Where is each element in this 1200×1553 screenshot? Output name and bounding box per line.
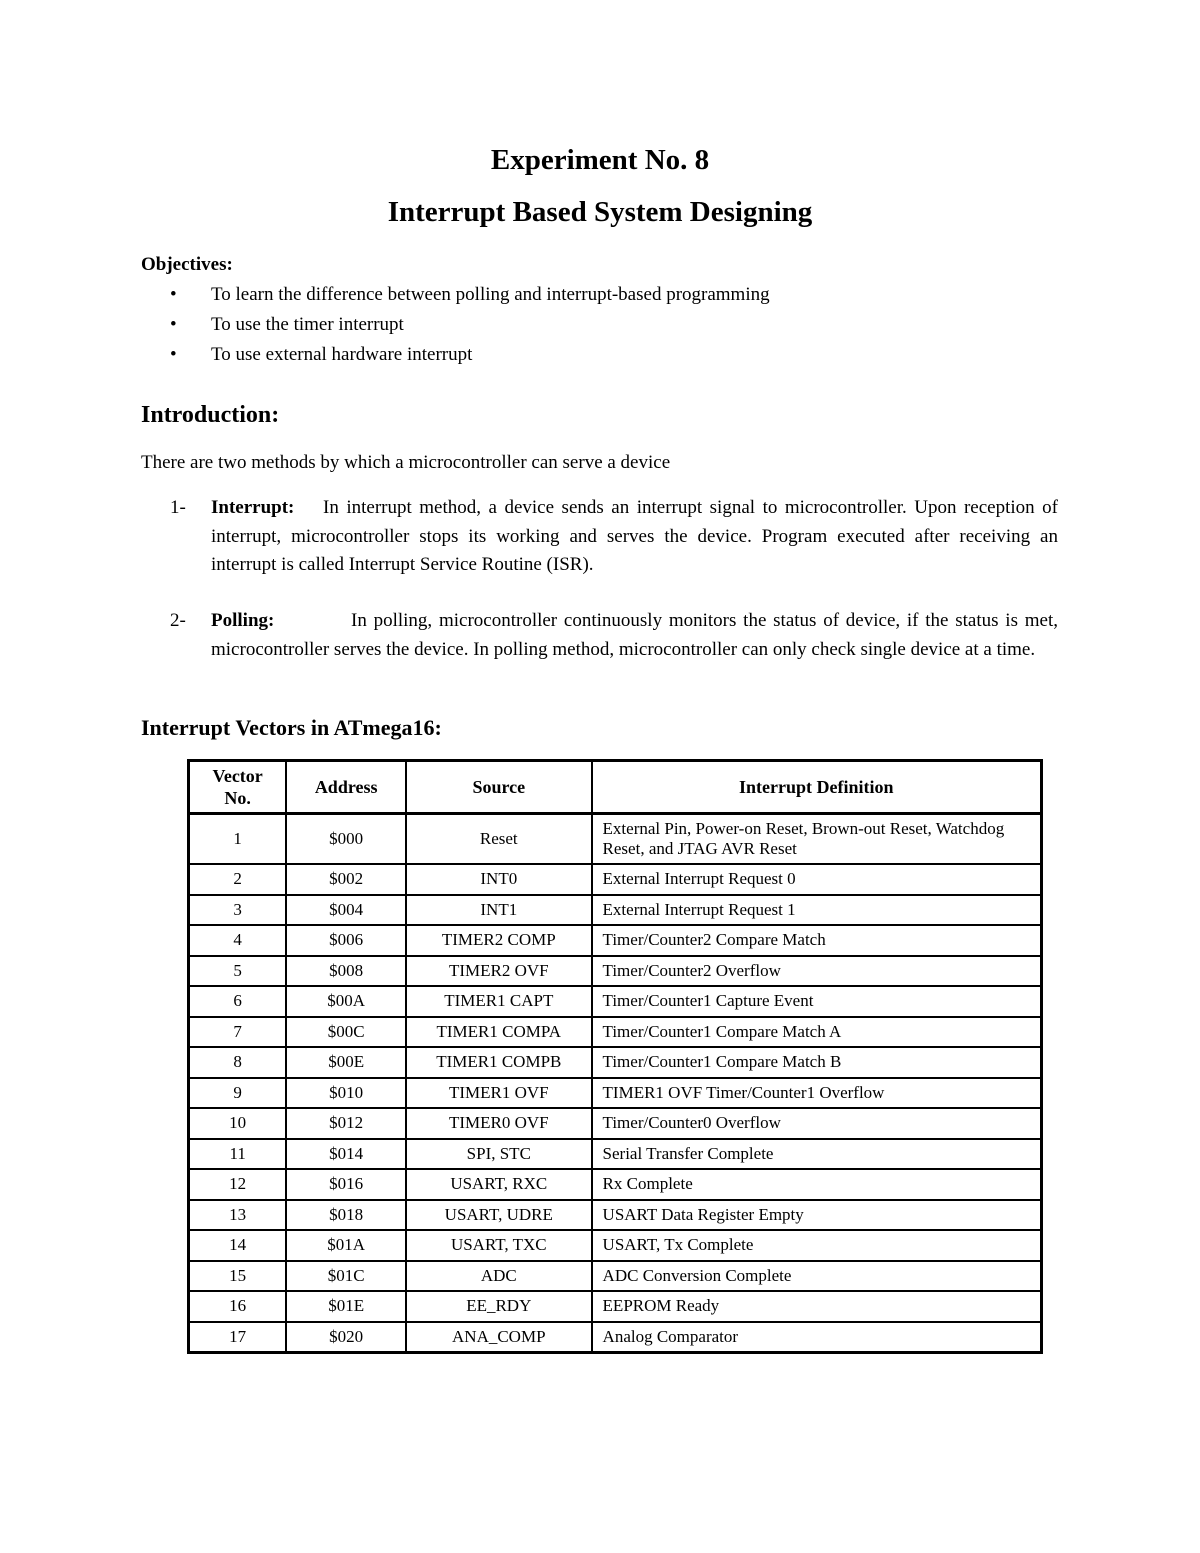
vector-number-cell: 12 — [189, 1169, 287, 1200]
column-header-address: Address — [286, 761, 406, 814]
bullet-icon: • — [170, 344, 177, 365]
table-row — [189, 1261, 1042, 1292]
source-cell: USART, RXC — [406, 1169, 592, 1200]
interrupt-vectors-table — [187, 759, 1043, 1354]
objective-text: To use external hardware interrupt — [211, 344, 473, 365]
vector-number-cell: 9 — [189, 1078, 287, 1109]
source-cell: EE_RDY — [406, 1291, 592, 1322]
definition-cell: External Pin, Power-on Reset, Brown-out Reset, Watchdog Reset, and JTAG AVR Reset — [592, 814, 1042, 865]
source-cell: INT0 — [406, 864, 592, 895]
objective-item — [0, 310, 770, 340]
vector-number-cell: 8 — [189, 1047, 287, 1078]
objective-item — [0, 280, 770, 310]
definition-cell: Serial Transfer Complete — [592, 1139, 1042, 1170]
address-cell: $006 — [286, 925, 406, 956]
definition-cell: USART Data Register Empty — [592, 1200, 1042, 1231]
source-cell: INT1 — [406, 895, 592, 926]
vector-number-cell: 10 — [189, 1108, 287, 1139]
definition-cell: External Interrupt Request 0 — [592, 864, 1042, 895]
source-cell: TIMER1 CAPT — [406, 986, 592, 1017]
address-cell: $010 — [286, 1078, 406, 1109]
address-cell: $01A — [286, 1230, 406, 1261]
source-cell: ADC — [406, 1261, 592, 1292]
address-cell: $002 — [286, 864, 406, 895]
source-cell: ANA_COMP — [406, 1322, 592, 1353]
definition-cell: Timer/Counter2 Compare Match — [592, 925, 1042, 956]
method-polling — [170, 607, 1058, 664]
introduction-heading: Introduction: — [141, 402, 280, 428]
vector-number-cell: 1 — [189, 814, 287, 865]
definition-cell: USART, Tx Complete — [592, 1230, 1042, 1261]
source-cell: TIMER0 OVF — [406, 1108, 592, 1139]
vector-number-cell: 5 — [189, 956, 287, 987]
vector-number-cell: 2 — [189, 864, 287, 895]
table-body — [189, 814, 1042, 1353]
table-row — [189, 1169, 1042, 1200]
table-row — [189, 1200, 1042, 1231]
vector-number-cell: 6 — [189, 986, 287, 1017]
column-header-source: Source — [406, 761, 592, 814]
address-cell: $016 — [286, 1169, 406, 1200]
vector-number-cell: 14 — [189, 1230, 287, 1261]
table-row — [189, 1078, 1042, 1109]
source-cell: SPI, STC — [406, 1139, 592, 1170]
source-cell: TIMER2 OVF — [406, 956, 592, 987]
address-cell: $01E — [286, 1291, 406, 1322]
table-row — [189, 986, 1042, 1017]
bullet-icon: • — [170, 314, 177, 335]
table-row — [189, 864, 1042, 895]
method-text: In interrupt method, a device sends an interrupt signal to microcontroller. Upon reception of interrupt, microcontroller stops its working and serves the device. Program executed after receiving an interrupt is called Interrupt Service Routine (ISR). — [211, 497, 1058, 575]
table-row — [189, 1108, 1042, 1139]
vector-number-cell: 13 — [189, 1200, 287, 1231]
table-row — [189, 1139, 1042, 1170]
method-body — [211, 607, 1058, 664]
method-term: Polling: — [211, 610, 275, 631]
table-row — [189, 956, 1042, 987]
objectives-label: Objectives: — [141, 254, 233, 275]
source-cell: TIMER1 OVF — [406, 1078, 592, 1109]
column-header-definition: Interrupt Definition — [592, 761, 1042, 814]
table-row — [189, 1017, 1042, 1048]
method-interrupt — [170, 494, 1058, 580]
source-cell: USART, UDRE — [406, 1200, 592, 1231]
vector-number-cell: 17 — [189, 1322, 287, 1353]
table-row — [189, 895, 1042, 926]
address-cell: $004 — [286, 895, 406, 926]
address-cell: $012 — [286, 1108, 406, 1139]
table-row — [189, 1322, 1042, 1353]
objective-text: To use the timer interrupt — [211, 314, 404, 335]
vector-number-cell: 15 — [189, 1261, 287, 1292]
vector-number-cell: 11 — [189, 1139, 287, 1170]
address-cell: $00C — [286, 1017, 406, 1048]
vector-number-cell: 16 — [189, 1291, 287, 1322]
address-cell: $018 — [286, 1200, 406, 1231]
method-text: In polling, microcontroller continuously monitors the status of device, if the status is met, microcontroller serves the device. In polling method, microcontroller can only check single device at a time. — [211, 610, 1058, 660]
definition-cell: EEPROM Ready — [592, 1291, 1042, 1322]
table-row — [189, 1230, 1042, 1261]
address-cell: $000 — [286, 814, 406, 865]
table-header-row — [189, 761, 1042, 814]
address-cell: $020 — [286, 1322, 406, 1353]
method-term: Interrupt: — [211, 497, 295, 518]
definition-cell: Timer/Counter1 Compare Match A — [592, 1017, 1042, 1048]
table-row — [189, 814, 1042, 865]
objective-item — [0, 340, 770, 370]
address-cell: $014 — [286, 1139, 406, 1170]
address-cell: $00E — [286, 1047, 406, 1078]
definition-cell: Timer/Counter2 Overflow — [592, 956, 1042, 987]
address-cell: $008 — [286, 956, 406, 987]
source-cell: TIMER2 COMP — [406, 925, 592, 956]
definition-cell: External Interrupt Request 1 — [592, 895, 1042, 926]
method-body — [211, 494, 1058, 580]
definition-cell: Timer/Counter1 Capture Event — [592, 986, 1042, 1017]
table-row — [189, 925, 1042, 956]
table-row — [189, 1047, 1042, 1078]
address-cell: $00A — [286, 986, 406, 1017]
definition-cell: Timer/Counter0 Overflow — [592, 1108, 1042, 1139]
column-header-vector-no: Vector No. — [189, 761, 287, 814]
experiment-title: Experiment No. 8 — [490, 144, 710, 176]
vectors-heading: Interrupt Vectors in ATmega16: — [141, 715, 442, 740]
definition-cell: ADC Conversion Complete — [592, 1261, 1042, 1292]
definition-cell: Analog Comparator — [592, 1322, 1042, 1353]
vector-number-cell: 4 — [189, 925, 287, 956]
definition-cell: TIMER1 OVF Timer/Counter1 Overflow — [592, 1078, 1042, 1109]
definition-cell: Timer/Counter1 Compare Match B — [592, 1047, 1042, 1078]
experiment-subtitle: Interrupt Based System Designing — [387, 196, 813, 228]
vector-number-cell: 7 — [189, 1017, 287, 1048]
vector-number-cell: 3 — [189, 895, 287, 926]
source-cell: TIMER1 COMPA — [406, 1017, 592, 1048]
source-cell: USART, TXC — [406, 1230, 592, 1261]
definition-cell: Rx Complete — [592, 1169, 1042, 1200]
introduction-lead: There are two methods by which a microcontroller can serve a device — [141, 452, 671, 473]
objective-text: To learn the difference between polling and interrupt-based programming — [211, 284, 770, 305]
address-cell: $01C — [286, 1261, 406, 1292]
method-number: 2- — [170, 610, 186, 631]
source-cell: Reset — [406, 814, 592, 865]
bullet-icon: • — [170, 284, 177, 305]
objectives-list — [0, 280, 770, 370]
table-row — [189, 1291, 1042, 1322]
source-cell: TIMER1 COMPB — [406, 1047, 592, 1078]
method-number: 1- — [170, 497, 186, 518]
